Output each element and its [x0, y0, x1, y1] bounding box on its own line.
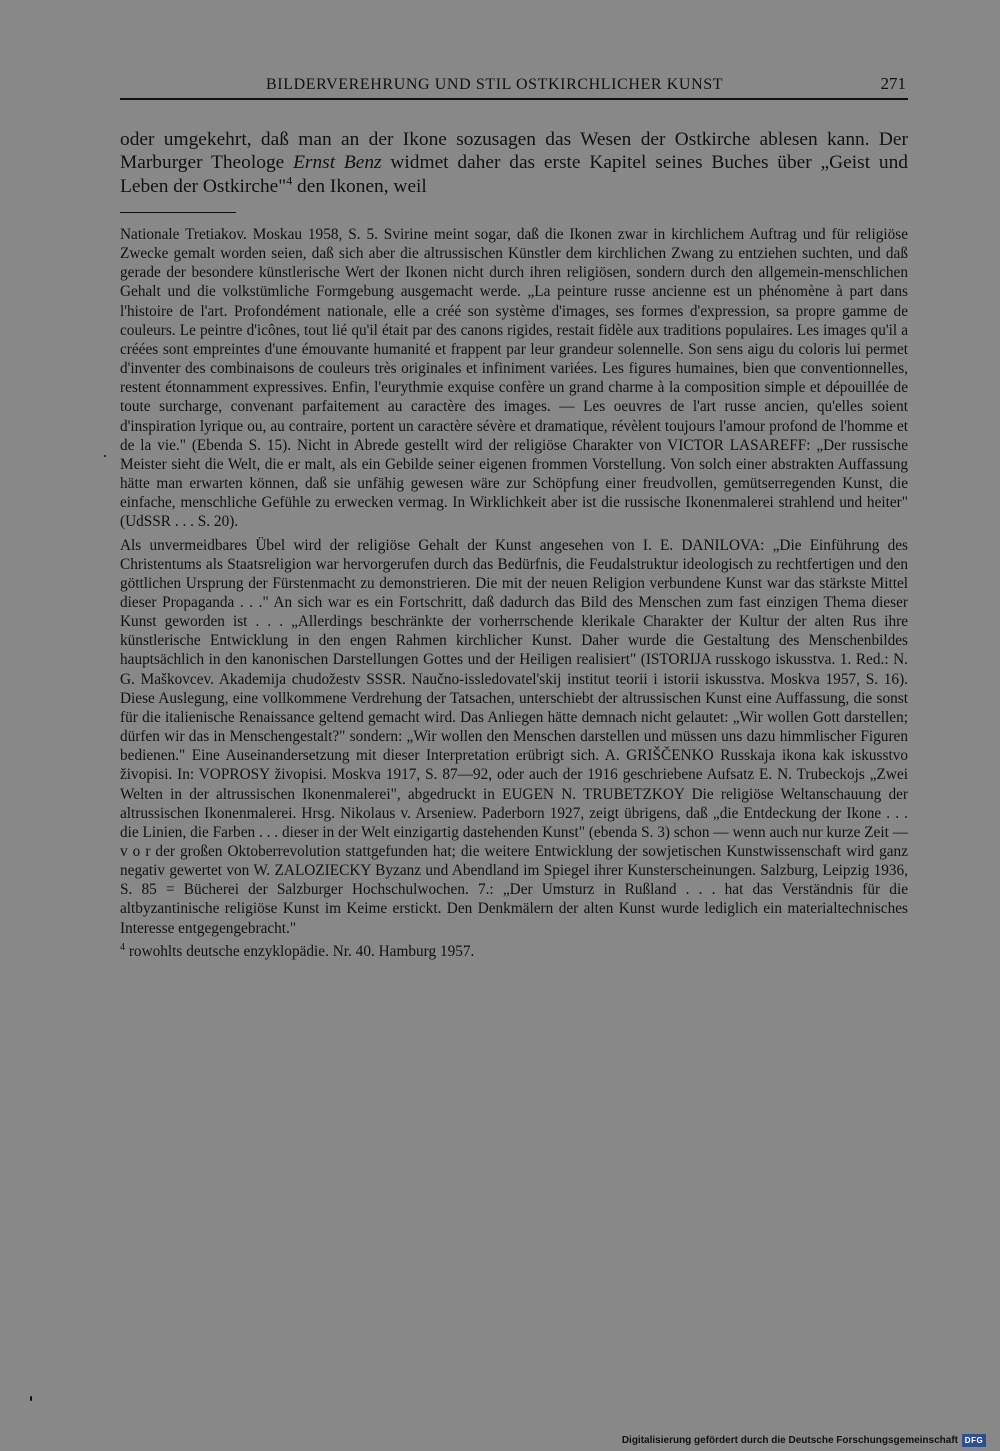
- footnote-continuation-2: Als unvermeidbares Übel wird der religiöse Gehalt der Kunst angesehen von I. E. DANILOVA: „Die Einführung des Christentums als Staatsreligion war hervorgerufen durch das Bedürfnis, die Feudalstruktur ideologisch zu rechtfertigen und den göttlichen Ursprung der Fürstenmacht zu demonstrieren. Die mit der neuen Religion verbundene Kunst war das stärkste Mittel dieser Propaganda . . ." An sich war es ein Fortschritt, daß dadurch das Bild des Menschen zum fast einzigen Thema dieser Kunst geworden ist . . . „Allerdings beschränkte der vorherrschende klerikale Charakter der Kultur der alten Rus ihre künstlerische Entwicklung in den engen Rahmen kirchlicher Kunst. Daher wurde die Gestaltung des Menschenbildes hauptsächlich in den kanonischen Darstellungen Gottes und der Heiligen realisiert" (ISTORIJA russkogo iskusstva. 1. Red.: N. G. Maškovcev. Akademija chudožestv SSSR. Naučno-issledovatel'skij institut teorii i istorii iskusstva. Moskva 1957, S. 16). Diese Auslegung, eine vollkommene Verdrehung der Tatsachen, unterschiebt der altrussischen Kunst eine Auffassung, die sonst für die italienische Renaissance geltend gemacht wird. Das Anliegen hätte demnach nicht gelautet: „Wir wollen Gott darstellen; dürfen wir das in Menschengestalt?" sondern: „Wir wollen den Menschen darstellen und müssen uns dazu himmlischer Figuren bedienen." Eine Auseinandersetzung mit dieser Interpretation erübrigt sich. A. GRIŠČENKO Russkaja ikona kak iskusstvo živopisi. In: VOPROSY živopisi. Moskva 1917, S. 87—92, oder auch der 1916 geschriebene Aufsatz E. N. Trubeckojs „Zwei Welten in der altrussischen Ikonenmalerei", abgedruckt in EUGEN N. TRUBETZKOY Die religiöse Weltanschauung der altrussischen Ikonenmalerei. Hrsg. Nikolaus v. Arseniew. Paderborn 1927, zeigt übrigens, daß „die Entdeckung der Ikone . . . die Linien, die Farben . . . dieser in der Welt einzigartig dastehenden Kunst" (ebenda S. 3) schon — wenn auch nur kurze Zeit — v o r der großen Oktoberrevolution stattgefunden hat; die weitere Entwicklung der sowjetischen Kunstwissenschaft wird ganz negativ gewertet von W. ZALOZIECKY Byzanz und Abendland im Spiegel ihrer Kunsterscheinungen. Salzburg, Leipzig 1936, S. 85 = Bücherei der Salzburger Hochschulwochen. 7.: „Der Umsturz in Rußland . . . hat das Verständnis für die altbyzantinische religiöse Kunst im Keime erstickt. Den Denkmälern der alten Kunst wurde lediglich ein materialtechnisches Interesse entgegengebracht.": [120, 536, 908, 937]
- running-head-title: BILDERVEREHRUNG UND STIL OSTKIRCHLICHER KUNST: [266, 76, 724, 93]
- footnote-separator: [120, 212, 236, 213]
- page-number: 271: [880, 74, 906, 93]
- scan-speck: [104, 455, 106, 457]
- footnotes: [120, 225, 908, 965]
- author-name: Ernst Benz: [293, 152, 382, 174]
- main-text-part-2: widmet daher das erste Kapitel seines Buches über „Geist und Leben der Ostkirche": [120, 152, 908, 197]
- footnote-4: [120, 942, 908, 961]
- footnote-4-mark: 4: [120, 941, 125, 953]
- scan-speck: [30, 1396, 32, 1401]
- main-text-part-1: oder umgekehrt, daß man an der Ikone sozusagen das Wesen der Ostkirche ablesen kann. Der Marburger Theologe: [120, 129, 908, 174]
- footnote-continuation-1: Nationale Tretiakov. Moskau 1958, S. 5. Svirine meint sogar, daß die Ikonen zwar in kirchlichem Auftrag und für religiöse Zwecke gemalt worden seien, daß sich aber die altrussischen Künstler dem kirchlichen Zwang zu entziehen suchten, und daß gerade der besondere künstlerische Wert der Ikonen nicht durch ihren religiösen, sondern durch den allgemein-menschlichen Gehalt und die volkstümliche Formgebung ausgemacht werde. „La peinture russe ancienne est un phénomène à part dans l'histoire de l'art. Profondément nationale, elle a créé son système d'images, ses formes d'expression, sa propre gamme de couleurs. Le peintre d'icônes, tout lié qu'il était par des canons rigides, restait fidèle aux traditions populaires. Les images qu'il a créées sont empreintes d'une émouvante humanité et frappent par leur grandeur solennelle. Son sens aigu du coloris lui permet d'inventer des combinaisons de couleurs très originales et infiniment variées. Les figures humaines, bien que conventionnelles, restent étonnamment expressives. Enfin, l'eurythmie exquise confère un grand charme à la composition simple et dépouillée de toute surcharge, convenant parfaitement au caractère des images. — Les oeuvres de l'art russe ancien, qu'elles soient d'inspiration lyrique ou, au contraire, portent un caractère sévère et dramatique, révèlent toujours l'amour profond de l'homme et de la vie." (Ebenda S. 15). Nicht in Abrede gestellt wird der religiöse Charakter von VICTOR LASAREFF: „Der russische Meister sieht die Welt, die er malt, als ein Gebilde seiner eigenen frommen Vorstellung. Von solch einer abstrakten Auffassung hätte man erwarten können, daß sie unfähig gewesen wäre zur Schöpfung einer freudvollen, gemütserregenden Kunst, die einfache, menschliche Gefühle zu erwecken vermag. In Wirklichkeit aber ist die russische Ikonenmalerei strahlend und heiter" (UdSSR . . . S. 20).: [120, 226, 908, 531]
- footnote-reference: 4: [286, 173, 293, 188]
- main-text-part-3: den Ikonen, weil: [292, 175, 427, 197]
- digitization-footer: [622, 1432, 986, 1448]
- main-paragraph: [120, 128, 908, 198]
- funding-notice: Digitalisierung gefördert durch die Deutsche Forschungsgemeinschaft: [621, 1434, 958, 1446]
- running-header: [120, 74, 908, 100]
- dfg-logo-icon: DFG: [962, 1434, 986, 1447]
- footnote-4-text: rowohlts deutsche enzyklopädie. Nr. 40. Hamburg 1957.: [125, 942, 475, 960]
